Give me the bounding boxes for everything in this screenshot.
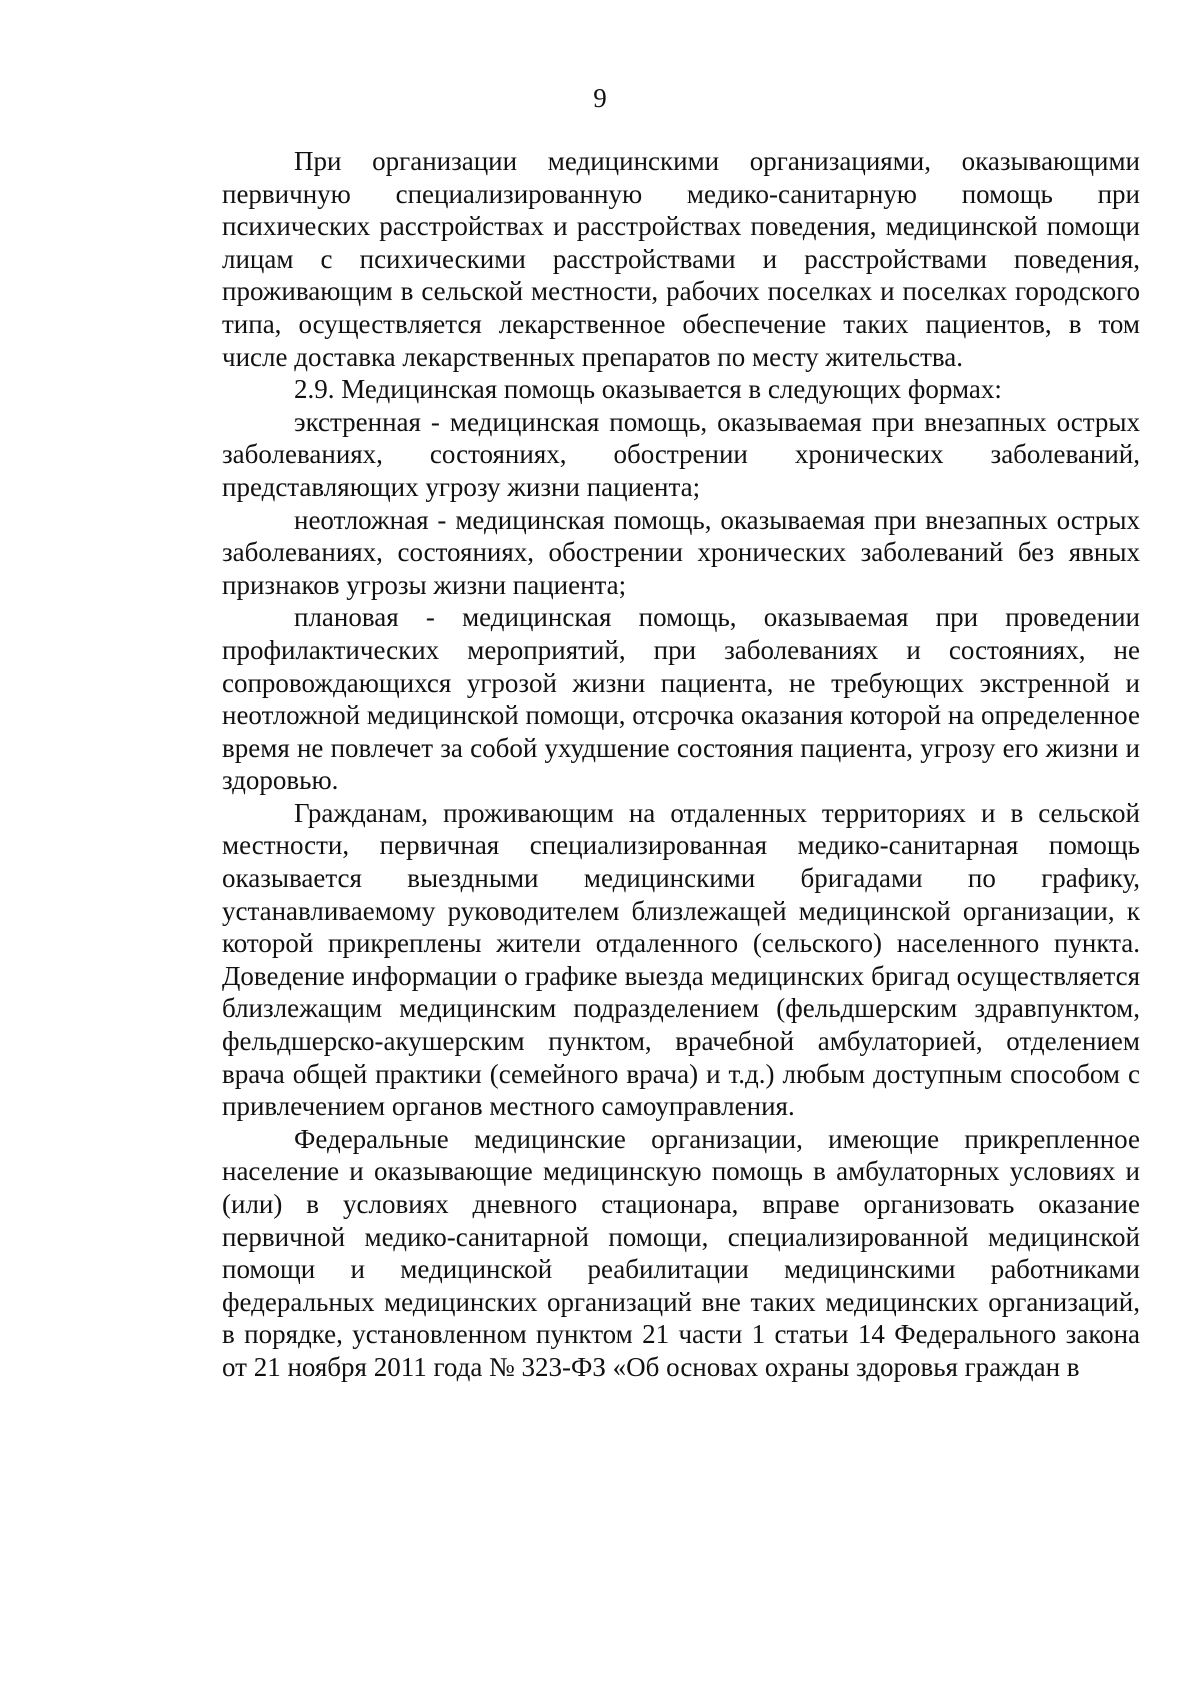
page-number: 9 (593, 83, 607, 113)
paragraph-remote-territories: Гражданам, проживающим на отдаленных территориях и в сельской местности, первичная специализированная медико-санитарная помощь оказывается выездными медицинскими бригадами по графику, устанавливаемому руководителем близлежащей медицинской организации, к которой прикреплены жители отдаленного (сельского) населенного пункта. Доведение информации о графике выезда медицинских бригад осуществляется близлежащим медицинским подразделением (фельдшерским здравпунктом, фельдшерско-акушерским пунктом, врачебной амбулаторией, отделением врача общей практики (семейного врача) и т.д.) любым доступным способом с привлечением органов местного самоуправления. (222, 797, 1140, 1122)
paragraph-section-2-9-heading: 2.9. Медицинская помощь оказывается в следующих формах: (294, 374, 1002, 405)
paragraph-urgent-form: неотложная - медицинская помощь, оказываемая при внезапных острых заболеваниях, состояниях, обострении хронических заболеваний без явных признаков угрозы жизни пациента; (222, 504, 1140, 600)
paragraph-rural-drug-supply: При организации медицинскими организациями, оказывающими первичную специализированную медико-санитарную помощь при психических расстройствах и расстройствах поведения, медицинской помощи лицам с психическими расстройствами и расстройствами поведения, проживающим в сельской местности, рабочих поселках и поселках городского типа, осуществляется лекарственное обеспечение таких пациентов, в том числе доставка лекарственных препаратов по месту жительства. (222, 146, 1140, 372)
paragraph-emergency-form: экстренная - медицинская помощь, оказываемая при внезапных острых заболеваниях, состояниях, обострении хронических заболеваний, представляющих угрозу жизни пациента; (222, 406, 1140, 502)
document-body (222, 145, 1140, 1384)
paragraph-planned-form: плановая - медицинская помощь, оказываемая при проведении профилактических мероприятий, при заболеваниях и состояниях, не сопровождающихся угрозой жизни пациента, не требующих экстренной и неотложной медицинской помощи, отсрочка оказания которой на определенное время не повлечет за собой ухудшение состояния пациента, угрозу его жизни и здоровью. (222, 602, 1140, 796)
paragraph-federal-organizations: Федеральные медицинские организации, имеющие прикрепленное население и оказывающие медицинскую помощь в амбулаторных условиях и (или) в условиях дневного стационара, вправе организовать оказание первичной медико-санитарной помощи, специализированной медицинской помощи и медицинской реабилитации медицинскими работниками федеральных медицинских организаций вне таких медицинских организаций, в порядке, установленном пунктом 21 части 1 статьи 14 Федерального закона от 21 ноября 2011 года № 323-ФЗ «Об основах охраны здоровья граждан в (222, 1123, 1140, 1382)
